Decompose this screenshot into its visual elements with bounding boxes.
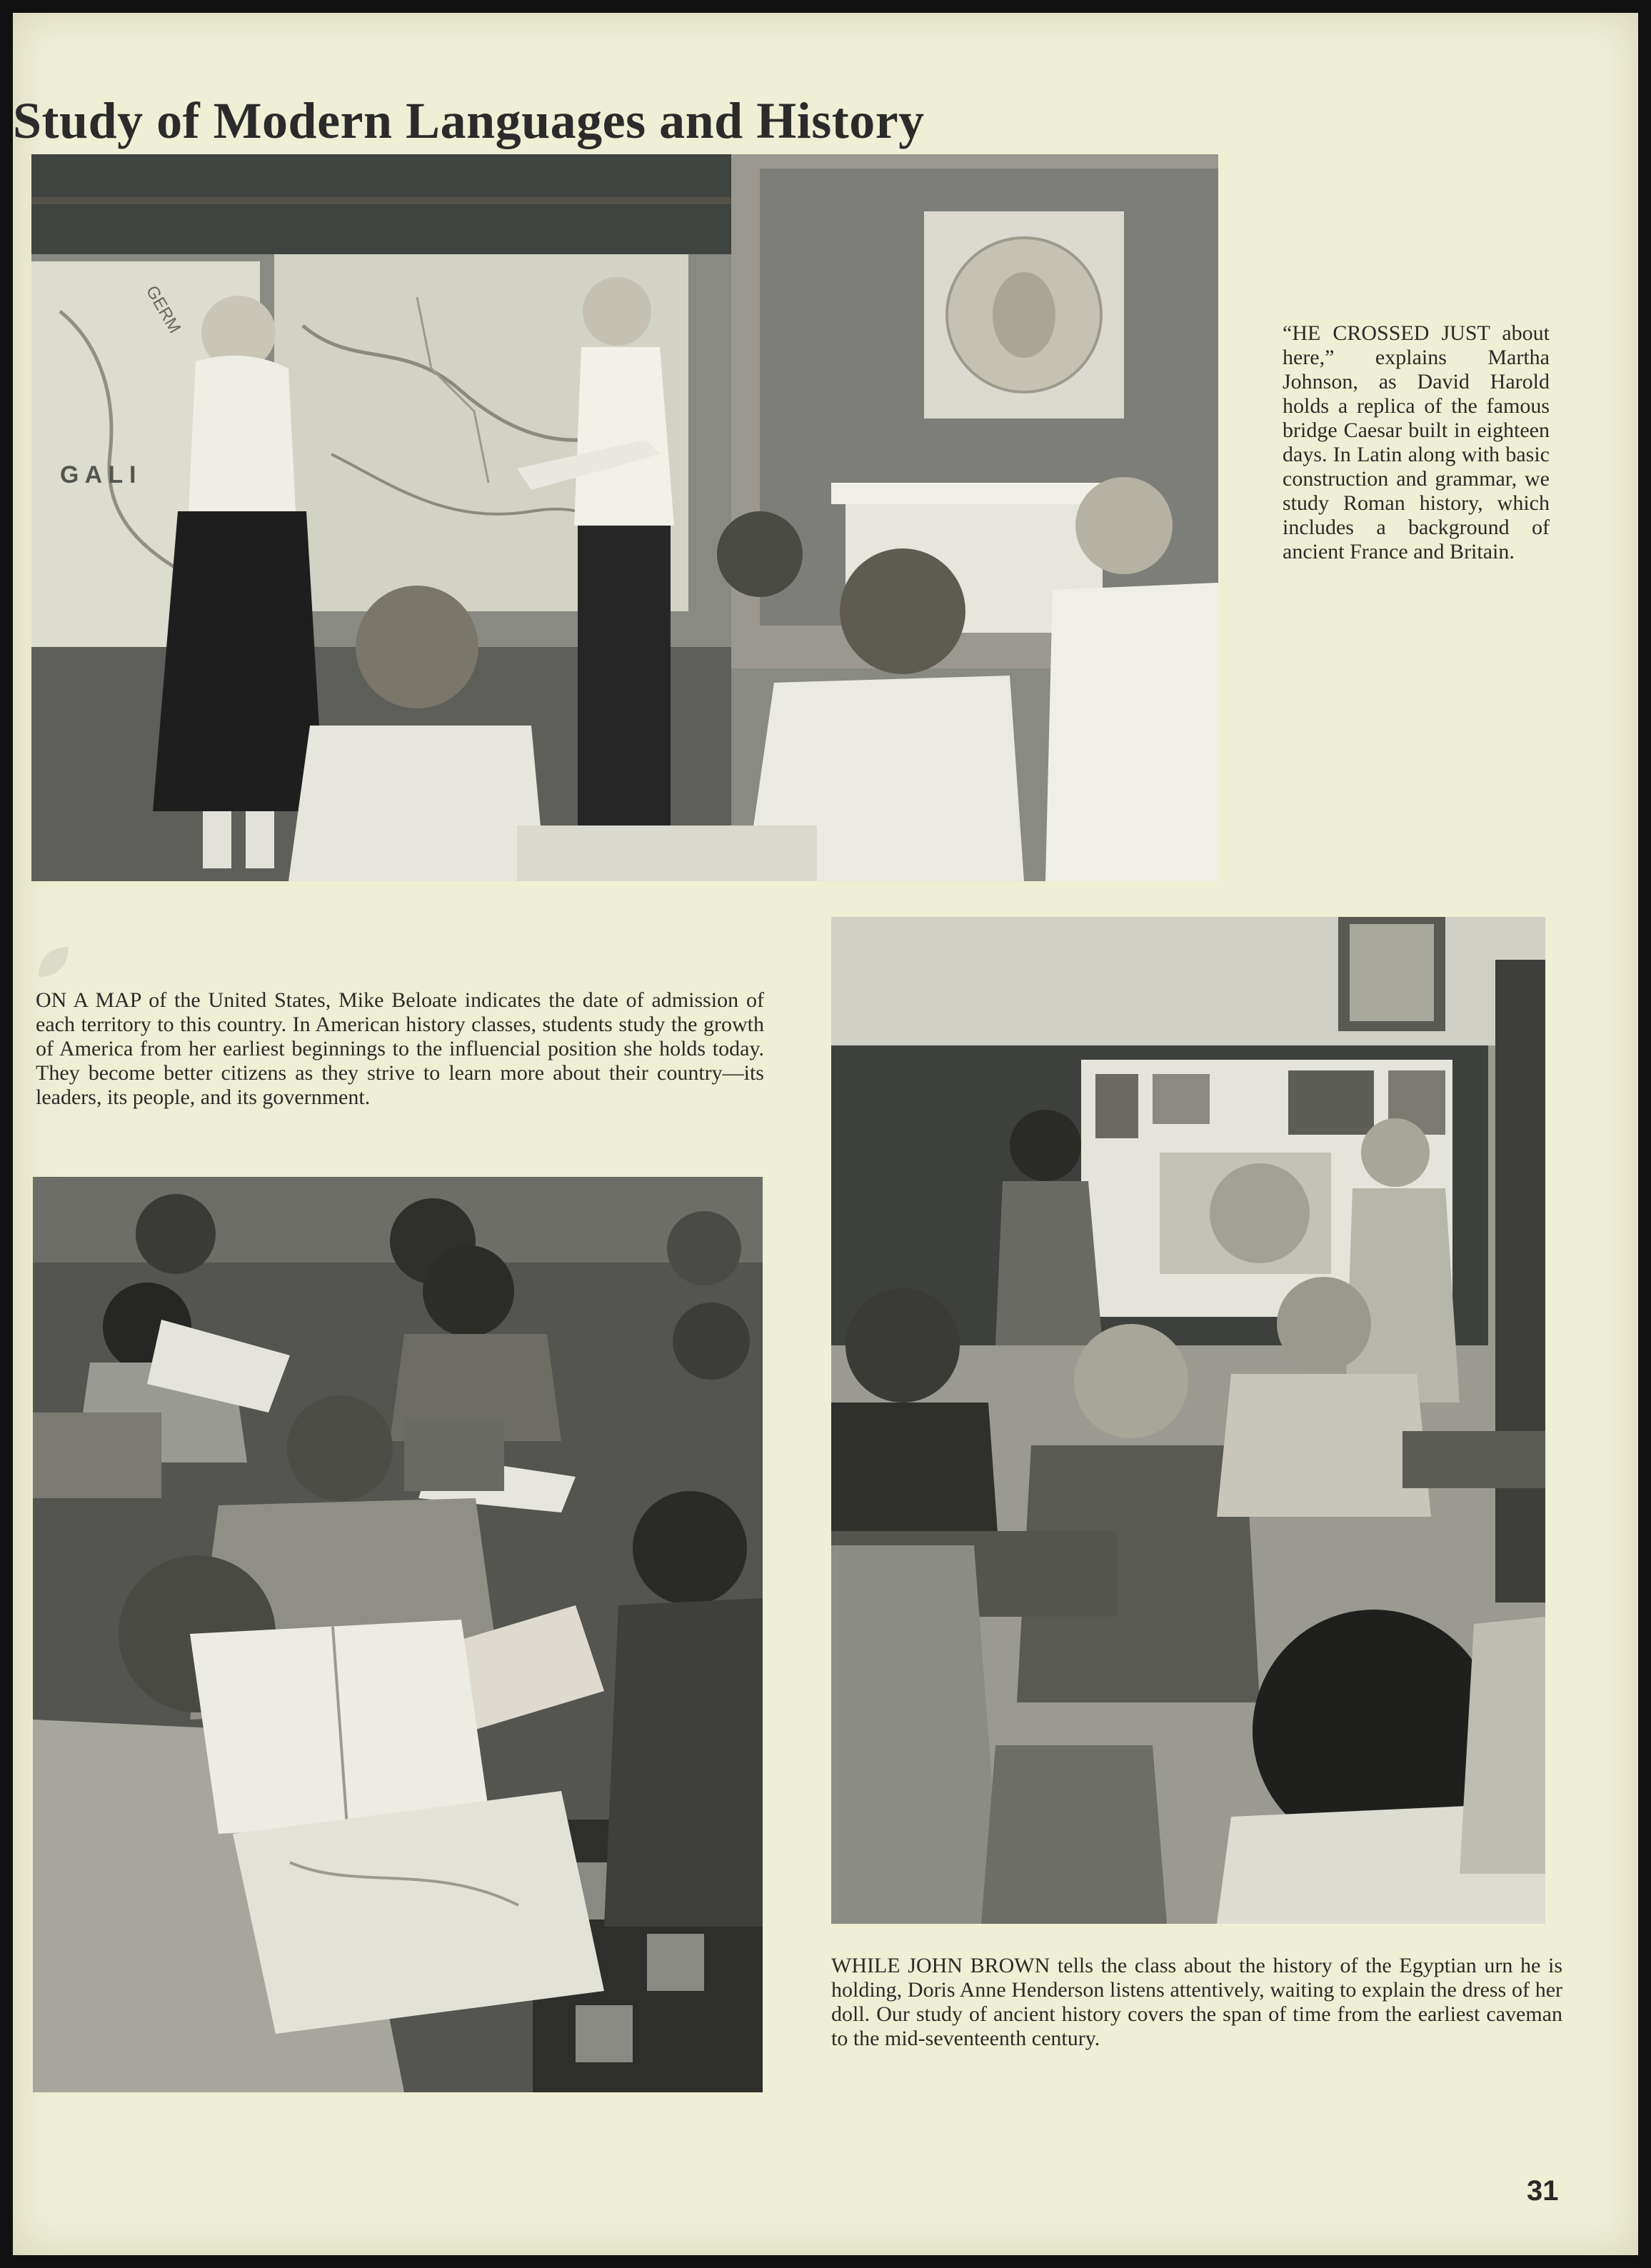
page-title: Study of Modern Languages and History [13,92,925,149]
page-number: 31 [1527,2175,1559,2207]
latin-caption: “HE CROSSED JUST about here,” explains Martha Johnson, as David Harold holds a replica of the famous bridge Caesar built in eighteen days. In Latin along with basic construction and grammar, we study Roman history, which includes a background of ancient France and Britain. [1283,321,1550,563]
american-history-photo [33,1177,763,2092]
map-label-gali: G A L I [60,461,136,488]
latin-class-photo [31,154,1218,881]
map-label-germ: GERM [141,282,185,337]
ancient-history-photo [831,917,1545,1924]
ancient-caption: WHILE JOHN BROWN tells the class about the history of the Egyptian urn he is holding, Doris Anne Henderson listens attentively, waiting to explain the dress of her doll. Our study of ancient history covers the span of time from the earliest caveman to the mid-seventeenth century. [831,1954,1562,2050]
leaf-ornament-icon [31,941,74,984]
paper-sheet [13,13,1638,2255]
american-caption: ON A MAP of the United States, Mike Beloate indicates the date of admission of each territory to this country. In American history classes, students study the growth of America from her earliest beginnings to the influencial position she holds today. They become better citizens as they strive to learn more about their country—its leaders, its people, and its government. [36,988,764,1109]
